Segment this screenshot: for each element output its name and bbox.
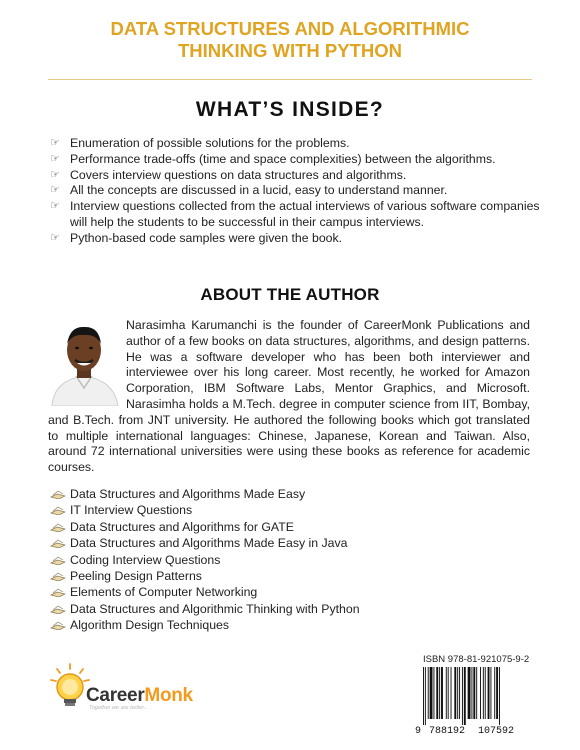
publisher-name-part1: Career [86, 685, 145, 706]
barcode-bar [448, 667, 449, 719]
open-book-icon [50, 587, 66, 597]
author-bio-text: Narasimha Karumanchi is the founder of CareerMonk Publications and author of a few books on data structures, algorithms, and design patterns. He was a software developer who has been both interviewer and interviewee over his long career. Most recently, he worked for Amazon Corporation, IBM Software Labs, Mentor Graphics, and Microsoft. Narasimha holds a M.Tech. degree in computer science from IIT, Bombay, and B.Tech. from JNT university. He authored the following books which got translated to multiple international languages: Chinese, Japanese, Korean and Taiwan. Also, around 72 international universities were using these books as reference for academic courses. [48, 318, 530, 475]
barcode-bar [499, 667, 500, 725]
pointing-hand-icon: ☞ [50, 184, 60, 197]
list-item-text: Covers interview questions on data structures and algorithms. [70, 167, 407, 182]
open-book-icon [50, 505, 66, 515]
list-item [50, 136, 540, 152]
barcode-bar [423, 667, 424, 725]
barcode-bar [471, 667, 472, 719]
list-item-text: All the concepts are discussed in a lucid, easy to understand manner. [70, 183, 448, 198]
book-title-line-2: THINKING WITH PYTHON [177, 40, 403, 61]
barcode-bar [454, 667, 456, 719]
book-item [50, 584, 490, 600]
pointing-hand-icon: ☞ [50, 200, 60, 213]
pointing-hand-icon: ☞ [50, 231, 60, 244]
list-item [50, 152, 540, 168]
barcode-bar [428, 667, 429, 719]
book-item [50, 601, 490, 617]
book-item-title: Data Structures and Algorithmic Thinking with Python [70, 601, 360, 616]
barcode-digits-left: 788192 [429, 726, 466, 737]
book-item-title: Algorithm Design Techniques [70, 618, 230, 633]
barcode-bar [473, 667, 475, 719]
list-item [50, 231, 540, 247]
barcode-bars [415, 667, 528, 725]
pointing-hand-icon: ☞ [50, 152, 60, 165]
book-item [50, 617, 490, 633]
barcode-bar [476, 667, 477, 719]
list-item [50, 183, 540, 199]
book-item [50, 486, 490, 502]
book-item-title: Peeling Design Patterns [70, 569, 202, 584]
barcode-bar [430, 667, 433, 719]
book-item [50, 502, 490, 518]
barcode-bar [441, 667, 443, 719]
open-book-icon [50, 571, 66, 581]
book-title [0, 18, 580, 62]
book-item [50, 519, 490, 535]
barcode-bar [494, 667, 495, 719]
open-book-icon [50, 604, 66, 614]
barcode-bar [425, 667, 426, 725]
list-item-text: Enumeration of possible solutions for the problems. [70, 136, 350, 150]
whats-inside-list [50, 136, 540, 247]
barcode-bar [436, 667, 438, 719]
barcode-bar [468, 667, 471, 719]
list-item-text: Performance trade-offs (time and space complexities) between the algorithms. [70, 151, 496, 166]
book-item-title: Elements of Computer Networking [70, 585, 258, 600]
barcode-bar [464, 667, 466, 725]
whats-inside-heading: WHAT’S INSIDE? [195, 98, 385, 121]
book-item-title: Data Structures and Algorithms Made Easy [70, 487, 306, 501]
barcode-bar [483, 667, 484, 719]
barcode-bar [446, 667, 447, 719]
book-item-title: Data Structures and Algorithms Made Easy in Java [70, 536, 348, 551]
open-book-icon [50, 538, 66, 548]
about-author-heading: ABOUT THE AUTHOR [200, 285, 380, 304]
book-item [50, 552, 490, 568]
barcode-bar [488, 667, 490, 719]
list-item [50, 168, 540, 184]
list-item [50, 199, 540, 231]
book-item-title: Coding Interview Questions [70, 552, 221, 567]
open-book-icon [50, 555, 66, 565]
book-item-title: Data Structures and Algorithms for GATE [70, 519, 294, 534]
barcode-digit-first: 9 [415, 726, 422, 737]
open-book-icon [50, 489, 66, 499]
barcode-bar [490, 667, 491, 719]
barcode-digits-right: 107592 [478, 726, 515, 737]
publisher-name-part2: Monk [144, 685, 193, 706]
publisher-tagline: Together we are better.. [89, 705, 147, 711]
barcode-bar [451, 667, 452, 719]
barcode-bar [462, 667, 463, 725]
barcode-bar [457, 667, 458, 719]
title-divider [48, 79, 532, 80]
pointing-hand-icon: ☞ [50, 168, 60, 181]
list-item-text: Interview questions collected from the actual interviews of various software companies will help the students to be successful in their campus interviews. [70, 199, 540, 229]
pointing-hand-icon: ☞ [50, 137, 60, 149]
barcode-bar [485, 667, 486, 719]
open-book-icon [50, 522, 66, 532]
publisher-name [86, 685, 193, 707]
lightbulb-icon [51, 664, 89, 706]
barcode-bar [439, 667, 440, 719]
barcode-bar [480, 667, 481, 719]
book-item [50, 568, 490, 584]
barcode-bar [433, 667, 434, 719]
book-item-title: IT Interview Questions [70, 503, 193, 518]
author-photo [46, 318, 122, 406]
list-item-text: Python-based code samples were given the book. [70, 230, 343, 245]
open-book-icon [50, 620, 66, 630]
author-books-list [50, 486, 490, 634]
book-title-line-1: DATA STRUCTURES AND ALGORITHMIC [110, 18, 470, 39]
isbn-label: ISBN 978-81-921075-9-2 [423, 654, 530, 665]
book-item [50, 535, 490, 551]
barcode-bar [459, 667, 460, 719]
barcode-bar [496, 667, 498, 719]
author-bio [48, 318, 530, 476]
